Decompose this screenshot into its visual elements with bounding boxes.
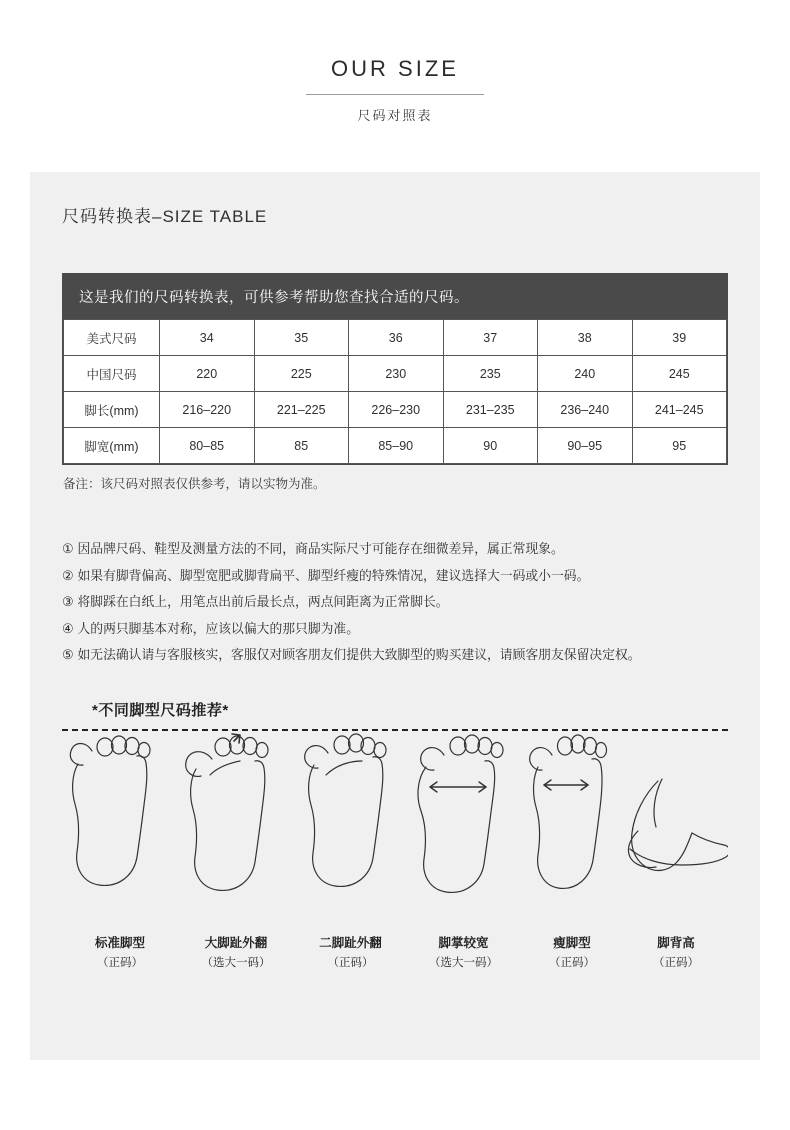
- foot-illustrations: [62, 731, 728, 931]
- size-table: [63, 319, 727, 464]
- list-item-text: 将脚踩在白纸上，用笔点出前后最长点，两点间距离为正常脚长。: [77, 594, 449, 610]
- foot-type-advice: （正码）: [653, 957, 699, 970]
- table-cell: 236–240: [538, 392, 633, 428]
- page-title: OUR SIZE: [331, 56, 459, 81]
- foot-type-item: [294, 933, 407, 970]
- foot-types-title: *不同脚型尺码推荐*: [92, 702, 229, 720]
- foot-type-advice: （选大一码）: [429, 957, 498, 970]
- foot-shape-narrow-icon: [530, 735, 607, 888]
- foot-type-item: [178, 933, 294, 970]
- list-item-number: ④: [62, 620, 74, 636]
- page-subtitle: 尺码对照表: [357, 108, 433, 123]
- row-header: 中国尺码: [64, 356, 160, 392]
- section-title: 尺码转换表–SIZE TABLE: [62, 207, 268, 226]
- table-cell: 90: [443, 428, 538, 464]
- foot-type-name: 大脚趾外翻: [204, 936, 268, 951]
- foot-shape-secondtoe-out-icon: [305, 734, 386, 886]
- table-cell: 80–85: [160, 428, 255, 464]
- table-cell: 85–90: [349, 428, 444, 464]
- table-cell: 230: [349, 356, 444, 392]
- foot-shape-high-instep-icon: [628, 779, 728, 870]
- foot-type-name: 脚背高: [657, 936, 695, 951]
- list-item-text: 如无法确认请与客服核实，客服仅对顾客朋友们提供大致脚型的购买建议，请顾客朋友保留决定权。: [77, 647, 641, 663]
- table-cell: 90–95: [538, 428, 633, 464]
- table-cell: 38: [538, 320, 633, 356]
- row-header: 美式尺码: [64, 320, 160, 356]
- table-cell: 36: [349, 320, 444, 356]
- row-header: 脚长(mm): [64, 392, 160, 428]
- size-table-banner: 这是我们的尺码转换表，可供参考帮助您查找合适的尺码。: [63, 274, 727, 319]
- title-divider: [306, 94, 484, 95]
- tips-list: [62, 536, 728, 669]
- table-cell: 220: [160, 356, 255, 392]
- content-panel: [30, 172, 760, 1060]
- foot-type-item: [520, 933, 624, 970]
- foot-shape-bigtoe-out-icon: [186, 734, 268, 890]
- row-header: 脚宽(mm): [64, 428, 160, 464]
- foot-type-labels: [62, 933, 728, 970]
- foot-type-item: [624, 933, 728, 970]
- table-cell: 225: [254, 356, 349, 392]
- table-cell: 216–220: [160, 392, 255, 428]
- foot-type-item: [62, 933, 178, 970]
- foot-type-advice: （正码）: [549, 957, 595, 970]
- table-cell: 241–245: [632, 392, 727, 428]
- table-cell: 34: [160, 320, 255, 356]
- foot-type-advice: （正码）: [97, 957, 143, 970]
- foot-type-name: 脚掌较宽: [438, 936, 489, 951]
- foot-type-name: 标准脚型: [94, 936, 145, 951]
- foot-type-advice: （正码）: [327, 957, 374, 970]
- size-table-container: [62, 273, 728, 465]
- list-item: [62, 642, 728, 669]
- foot-type-name: 二脚趾外翻: [319, 936, 382, 951]
- foot-shape-standard-icon: [70, 736, 150, 885]
- foot-type-advice: （选大一码）: [201, 957, 271, 970]
- table-cell: 245: [632, 356, 727, 392]
- table-cell: 85: [254, 428, 349, 464]
- foot-shape-wide-sole-icon: [418, 735, 503, 892]
- list-item: [62, 536, 728, 563]
- list-item: [62, 589, 728, 616]
- table-cell: 35: [254, 320, 349, 356]
- table-cell: 226–230: [349, 392, 444, 428]
- list-item-text: 因品牌尺码、鞋型及测量方法的不同，商品实际尺寸可能存在细微差异，属正常现象。: [77, 541, 564, 556]
- table-cell: 39: [632, 320, 727, 356]
- table-cell: 37: [443, 320, 538, 356]
- table-row: [64, 428, 727, 464]
- page-header: [0, 0, 790, 124]
- list-item-text: 如果有脚背偏高、脚型宽肥或脚背扁平、脚型纤瘦的特殊情况，建议选择大一码或小一码。: [77, 567, 590, 583]
- table-row: [64, 320, 727, 356]
- list-item-number: ②: [62, 567, 74, 583]
- table-cell: 240: [538, 356, 633, 392]
- foot-type-item: [407, 933, 520, 970]
- list-item-number: ③: [62, 594, 74, 610]
- table-row: [64, 392, 727, 428]
- table-cell: 95: [632, 428, 727, 464]
- list-item-text: 人的两只脚基本对称，应该以偏大的那只脚为准。: [77, 620, 360, 636]
- table-cell: 221–225: [254, 392, 349, 428]
- list-item: [62, 563, 728, 590]
- list-item: [62, 616, 728, 643]
- list-item-number: ①: [62, 541, 74, 556]
- table-cell: 231–235: [443, 392, 538, 428]
- list-item-number: ⑤: [62, 647, 74, 663]
- table-cell: 235: [443, 356, 538, 392]
- table-note: 备注：该尺码对照表仅供参考，请以实物为准。: [63, 477, 326, 491]
- foot-type-name: 瘦脚型: [553, 936, 591, 951]
- table-row: [64, 356, 727, 392]
